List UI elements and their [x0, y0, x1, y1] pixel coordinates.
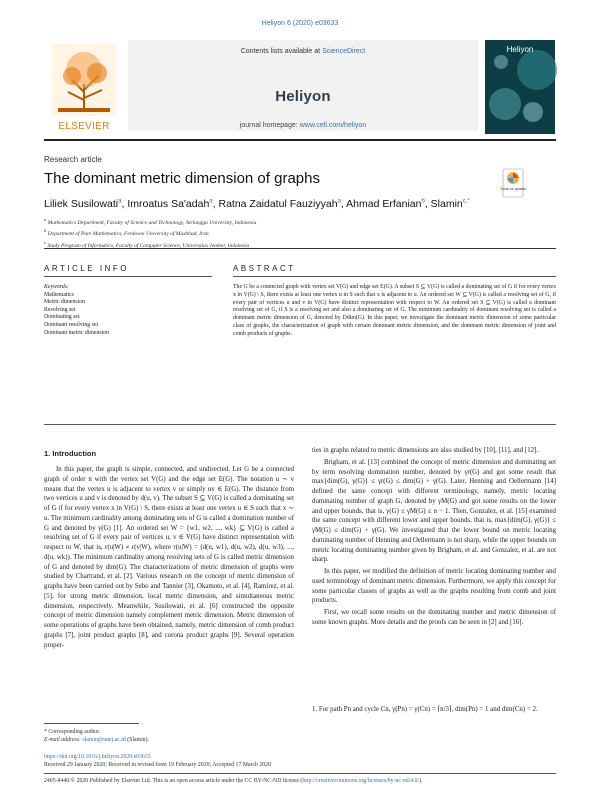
abstract-heading: ABSTRACT [233, 264, 296, 273]
affiliation-rule [44, 248, 556, 249]
email-label: E-mail address: [44, 737, 83, 743]
email-suffix: (Slamin). [125, 737, 149, 743]
body-paragraph: Brigham, et al. [13] combined the concept of metric dimension and dominating set by term resolving domination number, denoted by γr(G) and got some result that max{dim(G), γ(G)} ≤ γr(G) ≤ dim(G) + γ(G). Later, Henning and Oellermann [14] defined the same concept with different terminology, namely, metric locating dominating number of graph G, denoted by γM(G) and got some results on the lower and upper bounds, that is, γ(G) ≤ γM(G) ≤ n − 1. Then, Gonzalez, et al. [15] examined the same concept with different lower and upper bounds, that is, max{dim(G), γ(G)} ≤ γM(G) ≤ dim(G) + γ(G). We investigated that the lower bound on metric locating dominating number of Henning and Oellermann is not sharp, while the upper bounds on metric locating dominating number given by Brigham, et al. and Gonzalez, et al. are not sharp. [312, 458, 556, 564]
keyword-item: Dominating set [44, 314, 80, 321]
affiliation-sup: a [44, 217, 47, 222]
license-link[interactable]: http://creativecommons.org/licenses/by-nc-nd/4.0/ [302, 778, 420, 784]
author-name[interactable]: Liliek Susilowati [44, 198, 119, 210]
author-sep: , [212, 198, 219, 210]
abstract-bottom-rule [44, 424, 556, 425]
elsevier-logo [44, 40, 124, 134]
author-affil-sup[interactable]: a [209, 198, 213, 205]
paper-title: The dominant metric dimension of graphs [44, 170, 320, 187]
keyword-item: Resolving set [44, 306, 76, 313]
affiliation-item [44, 227, 256, 238]
elsevier-tree-icon [44, 40, 124, 120]
keywords-block [44, 284, 189, 337]
right-column [312, 446, 556, 628]
abstract-text: The G be a connected graph with vertex set V(G) and edge set E(G). A subset S ⊆ V(G) is called a dominating set of G if for every vertex x in V(G) \ S, there exists at least one vertex u in S such that x is adjacent to u. An ordered set W ⊆ V(G) is called a resolving set of G, if every pair of vertices u and v in V(G) have distinct representation with respect to W. An ordered set S ⊆ V(G) is called a dominant resolving set of G, if S is a resolving set and also a dominating set of G. The minimum cardinality of dominant resolving set is called a dominant metric dimension of G, denoted by Ddim(G). In this paper, we investigate the dominant metric dimension of some particular class of graphs, the characterization of graph with certain dominant metric dimension, and the dominant metric dimension of joint and comb products of graphs. [233, 284, 556, 337]
abstract-rule [233, 276, 556, 277]
article-info-heading: ARTICLE INFO [44, 264, 129, 273]
author-sep: , [121, 198, 128, 210]
check-badge-text: Check for updates [500, 187, 526, 191]
body-paragraph: In this paper, the graph is simple, connected, and undirected. Let G be a connected graph of order n with the vertex set V(G) and the edge set E(G). The notation u ∼ v means that the vertex u is adjacent to vertex v or simply uv ∈ E(G). The distance from two vertices u and v is denoted by d(u, v). The subset S ⊆ V(G) is called a dominating set of G if for every vertex x in V(G) \ S, there exists at least one vertex u ∈ S such that x ∼ u. The minimum cardinality among dominating sets of G is called a domination number of G and denoted by γ(G) [1]. An ordered set W = {w1, w2, ..., wk} ⊆ V(G) is called a resolving set of G if every pair of vertices u, v ∈ V(G) have distinct representation with respect to W, that is, r(u|W) ≠ r(v|W), where r(u|W) = (d(u, w1), d(u, w2), d(u, w3), ..., d(u, wk)). The minimum cardinality among resolving sets of G is called metric dimension of G and denoted by dim(G). The characterizations of metric dimension of graphs were studied by Chartrand, et al. [2]. Various research on the concept of metric dimension of graphs have been carried out by Sebo and Tannier [3], Okamoto, et al. [4], Ramirez, et al. [5], for strong metric dimension, local metric dimension, and simultaneous metric dimension, respectively. Meanwhile, Susilowati, et al. [6] constructed the opposite concept of metric dimension namely complement metric dimension. Metric dimension of some operations of graphs have been obtained, namely, metric dimension of comb product graphs [7], joint product graphs [8], and corona product graphs [9]. Several operation proper- [44, 466, 294, 649]
contents-line [128, 48, 478, 55]
body-paragraph: First, we recall some results on the dominating number and metric dimension of some known graphs. More details and the proofs can be seen in [2] and [16]. [312, 609, 556, 626]
keyword-item: Dominant resolving set [44, 321, 99, 328]
affiliation-sup: b [44, 228, 47, 234]
keywords-label: Keywords: [44, 284, 69, 290]
author-affil-sup[interactable]: c,* [462, 198, 470, 205]
elsevier-wordmark: ELSEVIER [58, 121, 110, 132]
license-suffix: ). [419, 778, 423, 784]
footnote-rule [44, 723, 139, 724]
license-prefix: 2405-8440/© 2020 Published by Elsevier Ltd. This is an open access article under the CC BY-NC-ND license ( [44, 778, 303, 784]
keyword-item: Mathematics [44, 291, 74, 298]
homepage-prefix: journal homepage: [239, 122, 300, 129]
homepage-line [128, 122, 478, 129]
author-name[interactable]: Slamin [430, 198, 463, 210]
license-line [44, 778, 556, 784]
journal-reference[interactable]: Heliyon 6 (2020) e03633 [261, 20, 339, 27]
received-dates: Received 29 January 2020; Received in revised form 19 February 2020; Accepted 17 March 2020 [44, 762, 271, 768]
author-affil-sup[interactable]: a [337, 198, 341, 205]
cover-art-icon [485, 40, 555, 134]
homepage-link[interactable]: www.cell.com/heliyon [299, 122, 367, 129]
article-info-rule [44, 276, 212, 277]
affiliation-text: Study Program of Informatics, Faculty of Computer Science, Universitas Jember, Indonesia [47, 242, 250, 249]
list-item: 1. For path Pn and cycle Cn, γ(Pn) = γ(Cn) = ⌈n/3⌉, dim(Pn) = 1 and dim(Cn) = 2. [312, 706, 538, 713]
journal-cover-image [485, 40, 555, 134]
body-paragraph: In this paper, we modified the definition of metric locating dominating number and used terminology of dominant metric dimension. Furthermore, we apply this concept for some particular classes of graphs as well as the graphs resulting from comb and joint products. [312, 568, 556, 605]
sciencedirect-link[interactable]: ScienceDirect [322, 48, 366, 55]
left-column [44, 465, 294, 650]
cover-title: Heliyon [506, 45, 534, 54]
author-affil-sup[interactable]: b [421, 198, 425, 205]
author-list [44, 198, 470, 210]
check-updates-icon [502, 168, 524, 198]
body-paragraph: ties in graphs related to metric dimensions are also studied by [10], [11], and [12]. [312, 447, 539, 454]
keyword-item: Dominant metric dimension [44, 329, 110, 336]
license-rule [44, 773, 556, 774]
email-link[interactable]: slamin@unej.ac.id [82, 737, 126, 743]
affiliation-text: Mathematics Department, Faculty of Science and Technology, Airlangga University, Indonesia [47, 219, 257, 226]
author-affil-sup[interactable]: a [118, 198, 122, 205]
affiliation-sup: c [44, 239, 47, 245]
footnote-marker: * [44, 729, 47, 735]
section-heading: 1. Introduction [44, 449, 97, 458]
email-line [44, 736, 149, 744]
keyword-item: Metric dimension [44, 299, 86, 306]
affiliation-text: Department of Pure Mathematics, Ferdowsi University of Mashhad, Iran [47, 231, 209, 238]
journal-name: Heliyon [275, 88, 331, 105]
affiliations [44, 216, 256, 250]
corresponding-line [44, 728, 149, 736]
footnote [44, 728, 149, 744]
author-name[interactable]: Ahmad Erfanian [346, 198, 422, 210]
author-sep: , [340, 198, 347, 210]
author-name[interactable]: Ratna Zaidatul Fauziyyah [218, 198, 338, 210]
affiliation-item [44, 216, 256, 227]
doi-link[interactable]: https://doi.org/10.1016/j.heliyon.2020.e03633 [44, 754, 151, 760]
author-name[interactable]: Imroatus Sa'adah [127, 198, 210, 210]
contents-prefix: Contents lists available at [240, 48, 323, 55]
author-sep: , [424, 198, 431, 210]
check-for-updates-badge[interactable] [502, 168, 524, 198]
header-rule [44, 139, 556, 141]
article-type: Research article [44, 155, 102, 164]
corresponding-author-note: Corresponding author. [48, 729, 101, 735]
doi-block [44, 753, 271, 769]
